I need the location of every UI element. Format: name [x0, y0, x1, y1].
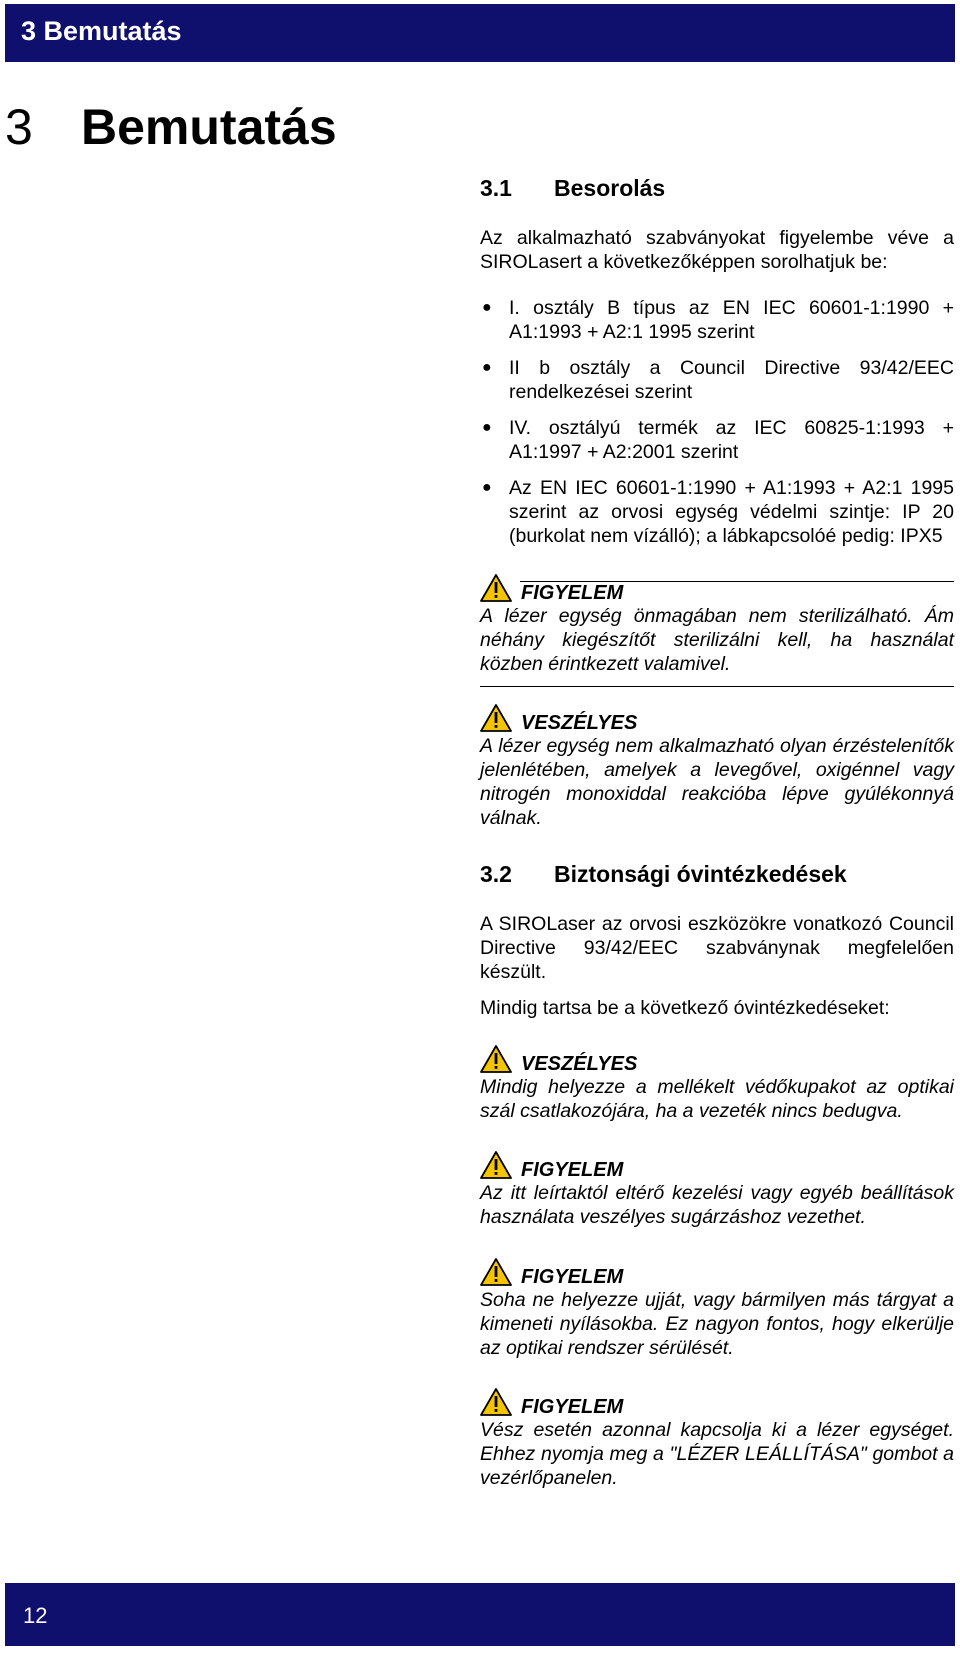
chapter-title-text: Bemutatás — [81, 99, 337, 155]
chapter-number: 3 — [5, 99, 33, 155]
notice-label: FIGYELEM — [521, 1159, 624, 1181]
notice-label: VESZÉLYES — [521, 712, 638, 734]
section-title-3-2 — [480, 861, 847, 888]
list-item: ● IV. osztályú termék az IEC 60825-1:1993 + A1:1997 + A2:2001 szerint — [482, 417, 954, 463]
section-number: 3.2 — [480, 861, 512, 887]
section-paragraph: Mindig tartsa be a következő óvintézkedéseket: — [480, 997, 890, 1019]
warning-notice — [480, 1155, 954, 1229]
danger-notice — [480, 708, 954, 830]
section-intro: Az alkalmazható szabványokat figyelembe véve a SIROLasert a következőképpen sorolhatjuk be: — [480, 227, 954, 273]
notice-text: Vész esetén azonnal kapcsolja ki a lézer egységet. Ehhez nyomja meg a "LÉZER LEÁLLÍTÁSA" gombot a vezérlőpanelen. — [480, 1419, 954, 1489]
classification-list — [480, 296, 954, 560]
warning-notice — [480, 1392, 954, 1490]
notice-label: FIGYELEM — [521, 582, 624, 604]
list-item: ● Az EN IEC 60601-1:1990 + A1:1993 + A2:1 1995 szerint az orvosi egység védelmi szintje: IP 20 (burkolat nem vízálló); a lábkapcsolóé pedig: IPX5 — [482, 477, 954, 547]
notice-text: Az itt leírtaktól eltérő kezelési vagy egyéb beállítások használata veszélyes sugárzáshoz vezethet. — [480, 1182, 954, 1228]
header-title: 3 Bemutatás — [21, 16, 182, 46]
header-bar — [5, 4, 955, 62]
notice-text: A lézer egység önmagában nem sterilizálható. Ám néhány kiegészítőt sterilizálni kell, ha használat közben érintkezett valamivel. — [480, 605, 954, 675]
warning-triangle-icon — [480, 1045, 514, 1075]
notice-label: FIGYELEM — [521, 1266, 624, 1288]
warning-triangle-icon — [480, 1388, 514, 1418]
footer-bar — [5, 1583, 955, 1646]
warning-notice — [480, 1262, 954, 1360]
warning-notice — [480, 578, 954, 676]
warning-triangle-icon — [480, 574, 514, 604]
section-title-3-1 — [480, 175, 665, 202]
section-title-text: Biztonsági óvintézkedések — [554, 861, 847, 887]
page-number: 12 — [23, 1603, 48, 1628]
notice-text: Soha ne helyezze ujját, vagy bármilyen más tárgyat a kimeneti nyílásokba. Ez nagyon fontos, hogy elkerülje az optikai rendszer sérülését. — [480, 1289, 954, 1359]
notice-text: Mindig helyezze a mellékelt védőkupakot az optikai szál csatlakozójára, ha a vezeték nincs bedugva. — [480, 1076, 954, 1122]
list-item: ● I. osztály B típus az EN IEC 60601-1:1990 + A1:1993 + A2:1 1995 szerint — [482, 297, 954, 343]
list-item: ● II b osztály a Council Directive 93/42/EEC rendelkezései szerint — [482, 357, 954, 403]
notice-text: A lézer egység nem alkalmazható olyan érzéstelenítők jelenlétében, amelyek a levegővel, oxigénnel vagy nitrogén monoxiddal reakcióba lépve gyúlékonnyá válnak. — [480, 735, 954, 829]
danger-notice — [480, 1049, 954, 1123]
section-number: 3.1 — [480, 175, 512, 201]
notice-label: VESZÉLYES — [521, 1053, 638, 1075]
notice-label: FIGYELEM — [521, 1396, 624, 1418]
chapter-title — [5, 98, 337, 156]
warning-triangle-icon — [480, 1258, 514, 1288]
section-title-text: Besorolás — [554, 175, 666, 201]
warning-triangle-icon — [480, 704, 514, 734]
warning-triangle-icon — [480, 1151, 514, 1181]
section-paragraph: A SIROLaser az orvosi eszközökre vonatkozó Council Directive 93/42/EEC szabványnak megfelelően készült. — [480, 913, 954, 983]
